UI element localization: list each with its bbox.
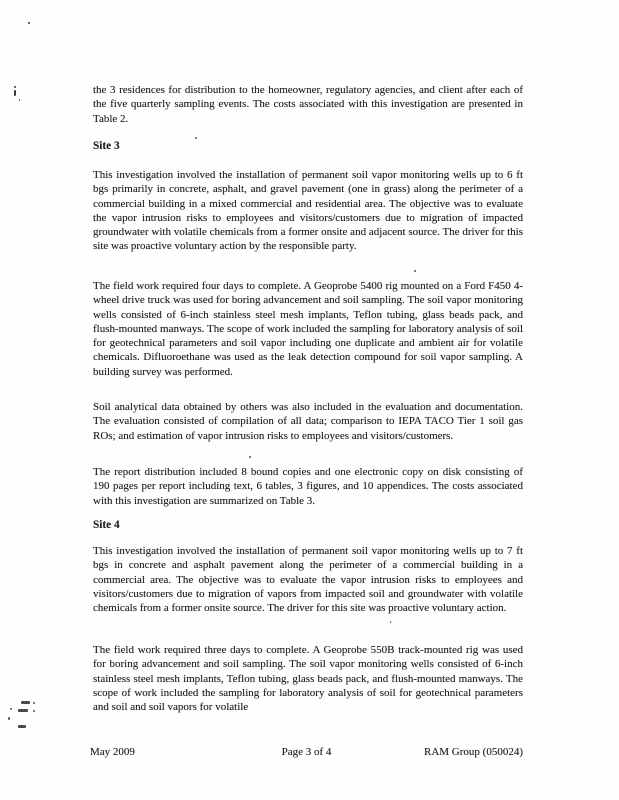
footer-company: RAM Group (050024)	[424, 746, 523, 758]
scan-speck	[390, 621, 391, 623]
scan-smudge	[33, 702, 35, 704]
scan-smudge	[21, 701, 30, 704]
scan-smudge	[33, 710, 35, 712]
site3-paragraph-1: This investigation involved the installation of permanent soil vapor monitoring wells up to 6 ft bgs primarily in concrete, asphalt, and gravel pavement (one in grass) along the perimeter of a commercial building in a mixed commercial and residential area. The objective was to evaluate the vapor intrusion risks to employees and visitors/customers due to migration of impacted groundwater with volatile chemicals from a former onsite and adjacent source. The driver for this site was proactive voluntary action by the responsible party.	[93, 169, 523, 253]
scan-speck	[195, 137, 197, 139]
site-4-heading: Site 4	[93, 519, 120, 531]
site3-paragraph-3: Soil analytical data obtained by others was also included in the evaluation and documentation. The evaluation consisted of compilation of all data; comparison to IEPA TACO Tier 1 soil gas ROs; and estimation of vapor intrusion risks to employees and visitors/customers.	[93, 401, 523, 442]
site4-paragraph-2: The field work required three days to complete. A Geoprobe 550B track-mounted rig was used for boring advancement and soil sampling. The soil vapor monitoring wells consisted of 6-inch stainless steel mesh implants, Teflon tubing, glass beads pack, and flush-mounted manways. The scope of work included the sampling for laboratory analysis of soil for geotechnical parameters and soil and soil vapors for volatile	[93, 644, 523, 714]
site-3-heading: Site 3	[93, 140, 120, 152]
scan-speck	[249, 456, 251, 458]
site3-paragraph-2: The field work required four days to complete. A Geoprobe 5400 rig mounted on a Ford F450 4-wheel drive truck was used for boring advancement and soil sampling. The soil vapor monitoring wells consisted of 6-inch stainless steel mesh implants, Teflon tubing, glass beads pack, and flush-mounted manways. The scope of work included the sampling for laboratory analysis of soil for geotechnical parameters and soil vapor including one duplicate and ambient air for volatile chemicals. Difluoroethane was used as the leak detection compound for soil vapor sampling. A building survey was performed.	[93, 280, 523, 378]
scan-smudge	[18, 709, 28, 712]
scan-smudge	[18, 725, 26, 728]
scan-speck	[414, 270, 416, 272]
site4-paragraph-1: This investigation involved the installation of permanent soil vapor monitoring wells up to 7 ft bgs in concrete and asphalt pavement along the perimeter of a commercial building in a commercial area. The objective was to evaluate the vapor intrusion risks to employees and visitors/customers due to migration of vapors from impacted soil and groundwater with volatile chemicals from a former onsite source. The driver for this site was proactive voluntary action.	[93, 545, 523, 615]
footer-date: May 2009	[90, 746, 135, 758]
page-footer	[90, 745, 523, 761]
footer-page-number: Page 3 of 4	[281, 746, 332, 758]
scan-speck	[28, 22, 30, 24]
scan-speck	[14, 86, 16, 88]
scan-smudge	[10, 708, 12, 710]
scan-smudge	[8, 717, 10, 720]
scan-speck	[14, 90, 16, 96]
intro-paragraph: the 3 residences for distribution to the homeowner, regulatory agencies, and client after each of the five quarterly sampling events. The costs associated with this investigation are presented in Table 2.	[93, 84, 523, 125]
scan-speck	[19, 99, 20, 101]
site3-paragraph-4: The report distribution included 8 bound copies and one electronic copy on disk consisting of 190 pages per report including text, 6 tables, 3 figures, and 10 appendices. The costs associated with this investigation are summarized on Table 3.	[93, 466, 523, 507]
